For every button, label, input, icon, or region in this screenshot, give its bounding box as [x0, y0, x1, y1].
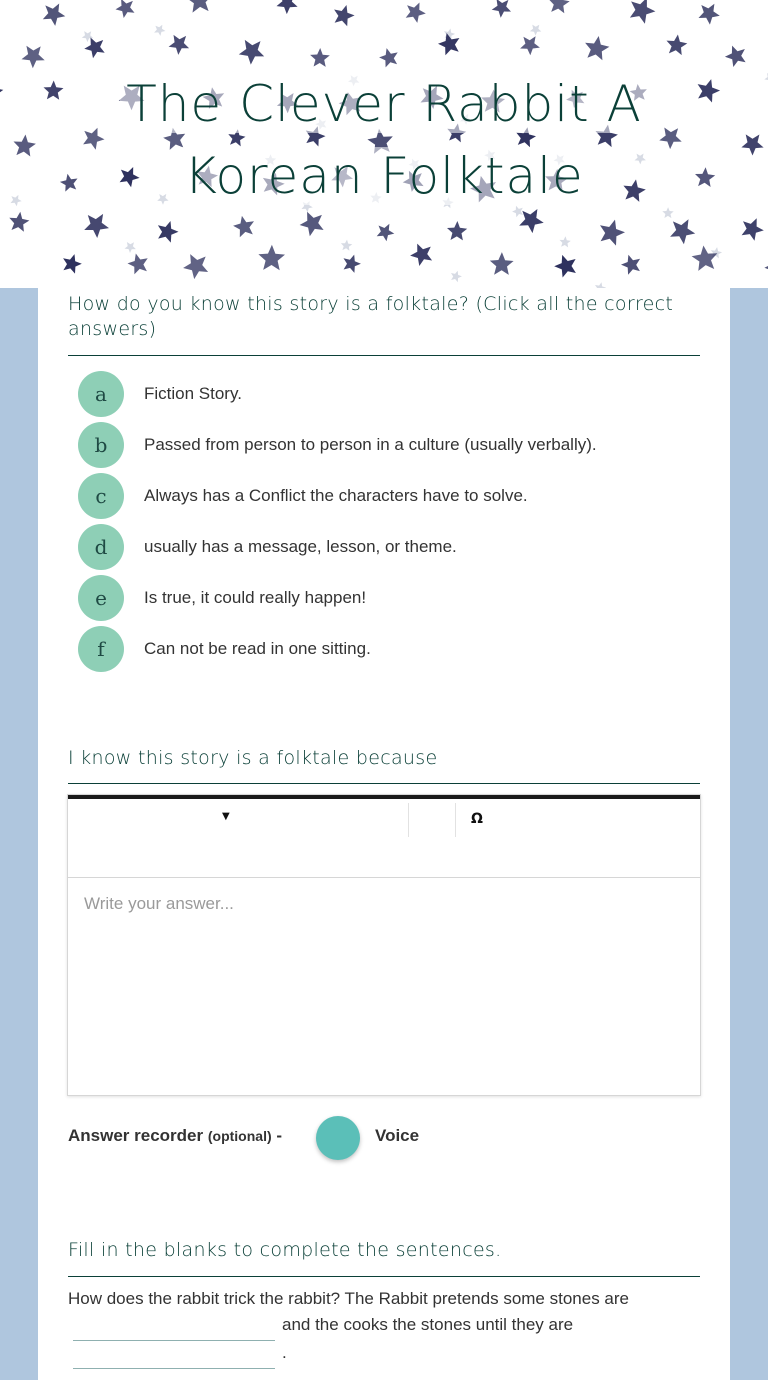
question-2-heading: I know this story is a folktale because [68, 747, 438, 769]
star-icon [447, 221, 467, 240]
recorder-label [68, 1126, 282, 1146]
star-icon [186, 0, 212, 13]
option-d-text[interactable]: usually has a message, lesson, or theme. [144, 537, 457, 556]
recorder-label-text: Answer recorder [68, 1126, 204, 1145]
star-icon [742, 218, 764, 241]
star-icon [492, 0, 511, 18]
star-icon [43, 4, 66, 26]
faint-star-icon [451, 271, 462, 283]
star-icon [764, 254, 768, 280]
fill-blank-1[interactable] [73, 1316, 275, 1341]
toolbar-separator [455, 803, 456, 837]
toolbar-separator [408, 803, 409, 837]
fill-sentence-part-1: How does the rabbit trick the rabbit? The Rabbit pretends some stones are [68, 1289, 629, 1308]
option-d[interactable] [78, 524, 698, 570]
option-c[interactable] [78, 473, 698, 519]
option-e[interactable] [78, 575, 698, 621]
record-voice-button[interactable] [316, 1116, 360, 1160]
worksheet-card [38, 288, 730, 1380]
star-icon [258, 245, 285, 271]
editor-toolbar [68, 799, 700, 878]
faint-star-icon [560, 236, 571, 247]
faint-star-icon [154, 25, 165, 36]
caret-down-icon[interactable]: ▼ [222, 811, 230, 822]
star-icon [9, 212, 29, 232]
star-icon [233, 216, 254, 237]
answer-recorder [68, 1116, 688, 1160]
worksheet-header [0, 0, 768, 288]
star-icon [22, 46, 45, 68]
fill-blank-2[interactable] [73, 1344, 275, 1369]
star-icon [310, 48, 330, 67]
option-a-text[interactable]: Fiction Story. [144, 384, 242, 403]
star-icon [300, 212, 324, 236]
star-icon [520, 36, 540, 55]
recorder-optional-text: (optional) [207, 1128, 272, 1144]
title-line-1: The Clever Rabbit A [120, 75, 648, 133]
star-icon [84, 214, 109, 238]
question-2-divider [68, 783, 700, 784]
star-icon [239, 40, 264, 65]
option-c-text[interactable]: Always has a Conflict the characters have to solve. [144, 486, 528, 505]
star-icon [277, 0, 298, 14]
faint-star-icon [530, 25, 541, 36]
option-a[interactable] [78, 371, 698, 417]
option-e-badge[interactable]: e [78, 575, 124, 621]
star-icon [410, 244, 432, 266]
star-icon [334, 5, 355, 26]
option-e-text[interactable]: Is true, it could really happen! [144, 588, 367, 607]
option-f-text[interactable]: Can not be read in one sitting. [144, 639, 371, 658]
star-icon [169, 35, 190, 55]
star-icon [621, 255, 640, 275]
question-3-heading: Fill in the blanks to complete the sentences. [68, 1239, 502, 1261]
faint-star-icon [341, 240, 352, 251]
option-b[interactable] [78, 422, 698, 468]
option-b-text[interactable]: Passed from person to person in a culture (usually verbally). [144, 435, 597, 454]
option-a-badge[interactable]: a [78, 371, 124, 417]
star-icon [699, 4, 720, 25]
star-icon [585, 36, 609, 60]
star-icon [549, 0, 570, 13]
star-icon [406, 3, 426, 23]
question-1-divider [68, 355, 700, 356]
faint-star-icon [125, 242, 136, 253]
star-icon [725, 46, 746, 67]
star-icon [63, 254, 82, 274]
star-icon [554, 255, 576, 278]
star-icon [670, 219, 695, 244]
star-icon [600, 220, 625, 246]
star-icon [344, 255, 361, 273]
star-icon [183, 254, 208, 279]
star-icon [438, 33, 459, 55]
answer-editor [67, 794, 701, 1096]
option-f-badge[interactable]: f [78, 626, 124, 672]
option-f[interactable] [78, 626, 698, 672]
worksheet-title [0, 68, 768, 212]
star-icon [692, 246, 718, 271]
fill-sentence-end: . [282, 1343, 287, 1362]
star-icon [490, 252, 514, 275]
voice-label: Voice [375, 1126, 420, 1145]
star-icon [667, 35, 688, 56]
fill-sentence-part-2: and the cooks the stones until they are [282, 1315, 574, 1334]
star-icon [158, 221, 179, 243]
option-b-badge[interactable]: b [78, 422, 124, 468]
special-character-icon[interactable]: Ω [471, 811, 483, 827]
title-line-2: Korean Folktale [178, 147, 590, 205]
star-icon [630, 0, 656, 24]
option-c-badge[interactable]: c [78, 473, 124, 519]
star-icon [519, 209, 544, 233]
star-icon [379, 48, 398, 67]
star-icon [128, 254, 148, 275]
option-d-badge[interactable]: d [78, 524, 124, 570]
question-3-divider [68, 1276, 700, 1277]
star-icon [116, 0, 135, 18]
answer-textarea[interactable] [68, 878, 700, 1095]
question-1-heading: How do you know this story is a folktale? (Click all the correct answers) [68, 293, 674, 340]
star-icon [377, 224, 395, 242]
recorder-dash: - [276, 1126, 283, 1145]
